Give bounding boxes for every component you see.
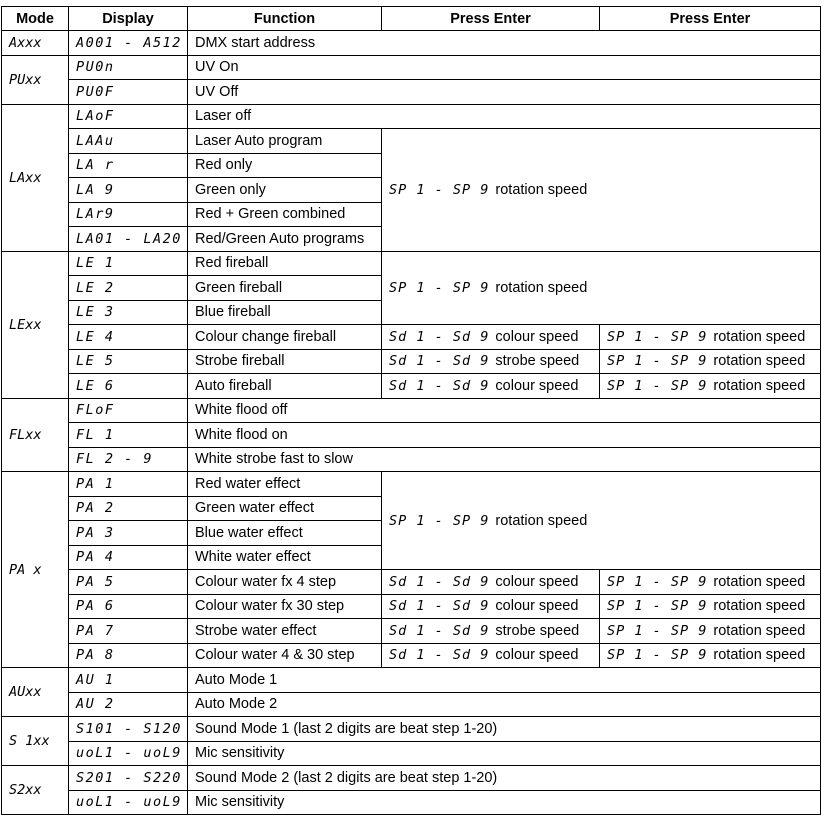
press-enter-text: strobe speed [495, 353, 580, 370]
function-cell [187, 300, 382, 326]
mode-label: LExx [9, 316, 42, 333]
function-text: White strobe fast to slow [195, 451, 353, 468]
display-cell [68, 569, 188, 595]
column-header-label: Mode [16, 10, 54, 27]
function-cell [187, 422, 821, 448]
function-cell [187, 643, 382, 669]
function-cell [187, 765, 821, 791]
display-code: FL 1 [76, 426, 115, 443]
display-code: PA 3 [76, 524, 115, 541]
display-cell [68, 422, 188, 448]
function-cell [187, 667, 821, 693]
press-enter-text: rotation speed [713, 377, 806, 394]
press-enter-cell [381, 594, 600, 620]
press-enter-cell [381, 349, 600, 375]
mode-label: Axxx [9, 34, 42, 51]
press-enter-cell [381, 324, 600, 350]
press-enter-cell [599, 643, 821, 669]
column-header [1, 6, 69, 31]
press-enter-cell [381, 128, 821, 252]
function-cell [187, 79, 821, 105]
function-cell [187, 177, 382, 203]
display-cell [68, 594, 188, 620]
function-text: Green water effect [195, 500, 315, 517]
display-code: PA 7 [76, 622, 115, 639]
display-cell [68, 324, 188, 350]
function-text: White water effect [195, 549, 311, 566]
press-enter-cell [599, 349, 821, 375]
press-enter-code: Sd 1 - Sd 9 [389, 622, 490, 639]
display-cell [68, 471, 188, 497]
mode-cell [1, 765, 69, 815]
function-cell [187, 569, 382, 595]
display-cell [68, 300, 188, 326]
press-enter-cell [381, 251, 821, 326]
display-code: PU0F [76, 83, 115, 100]
display-code: FLoF [76, 402, 115, 419]
column-header [187, 6, 382, 31]
press-enter-text: strobe speed [495, 622, 580, 639]
display-cell [68, 153, 188, 179]
mode-cell [1, 398, 69, 473]
display-code: A001 - A512 [76, 34, 182, 51]
function-cell [187, 398, 821, 424]
press-enter-code: SP 1 - SP 9 [607, 353, 708, 370]
display-code: LE 6 [76, 377, 115, 394]
function-text: Sound Mode 2 (last 2 digits are beat step 1-20) [195, 769, 498, 786]
function-cell [187, 716, 821, 742]
function-cell [187, 251, 382, 277]
press-enter-cell [381, 643, 600, 669]
function-text: Strobe water effect [195, 622, 317, 639]
press-enter-text: rotation speed [713, 328, 806, 345]
press-enter-code: SP 1 - SP 9 [607, 573, 708, 590]
display-cell [68, 643, 188, 669]
press-enter-text: rotation speed [713, 573, 806, 590]
press-enter-cell [599, 324, 821, 350]
display-cell [68, 104, 188, 130]
display-code: uoL1 - uoL9 [76, 794, 182, 811]
function-text: Blue water effect [195, 524, 303, 541]
mode-cell [1, 251, 69, 399]
display-code: S101 - S120 [76, 720, 182, 737]
display-cell [68, 716, 188, 742]
press-enter-text: rotation speed [713, 598, 806, 615]
function-cell [187, 692, 821, 718]
press-enter-text: colour speed [495, 377, 579, 394]
function-cell [187, 790, 821, 815]
function-text: Laser off [195, 108, 252, 125]
mode-cell [1, 104, 69, 252]
display-cell [68, 373, 188, 399]
function-text: Laser Auto program [195, 132, 323, 149]
display-cell [68, 349, 188, 375]
press-enter-code: SP 1 - SP 9 [607, 328, 708, 345]
display-cell [68, 447, 188, 473]
column-header [68, 6, 188, 31]
display-code: PU0n [76, 59, 115, 76]
function-cell [187, 349, 382, 375]
mode-cell [1, 30, 69, 56]
function-cell [187, 520, 382, 546]
column-header-label: Display [102, 10, 154, 27]
function-text: Auto Mode 2 [195, 696, 278, 713]
function-text: Colour water fx 4 step [195, 573, 337, 590]
column-header-label: Press Enter [669, 10, 751, 27]
mode-label: PUxx [9, 71, 42, 88]
function-cell [187, 373, 382, 399]
column-header [599, 6, 821, 31]
function-cell [187, 30, 821, 56]
press-enter-code: SP 1 - SP 9 [389, 512, 490, 529]
display-code: uoL1 - uoL9 [76, 745, 182, 762]
display-cell [68, 128, 188, 154]
function-text: Sound Mode 1 (last 2 digits are beat step 1-20) [195, 720, 498, 737]
press-enter-text: rotation speed [713, 647, 806, 664]
display-code: AU 2 [76, 696, 115, 713]
display-cell [68, 30, 188, 56]
function-text: Auto fireball [195, 377, 272, 394]
column-header-label: Press Enter [450, 10, 531, 27]
function-text: Colour water 4 & 30 step [195, 647, 355, 664]
function-text: UV Off [195, 83, 239, 100]
display-cell [68, 398, 188, 424]
display-code: LE 3 [76, 304, 115, 321]
function-text: Mic sensitivity [195, 745, 285, 762]
mode-cell [1, 667, 69, 717]
display-code: LE 2 [76, 279, 115, 296]
function-text: Mic sensitivity [195, 794, 285, 811]
function-cell [187, 55, 821, 81]
mode-cell [1, 471, 69, 668]
display-cell [68, 55, 188, 81]
mode-label: S 1xx [9, 733, 50, 749]
display-cell [68, 692, 188, 718]
display-code: PA 1 [76, 475, 115, 492]
display-cell [68, 790, 188, 815]
function-text: White flood on [195, 426, 288, 443]
press-enter-code: SP 1 - SP 9 [389, 181, 490, 198]
function-cell [187, 594, 382, 620]
press-enter-text: rotation speed [713, 622, 806, 639]
function-text: Colour water fx 30 step [195, 598, 345, 615]
function-text: Red water effect [195, 475, 301, 492]
display-cell [68, 251, 188, 277]
press-enter-code: Sd 1 - Sd 9 [389, 377, 490, 394]
press-enter-code: Sd 1 - Sd 9 [389, 573, 490, 590]
function-text: Red fireball [195, 255, 269, 272]
function-cell [187, 104, 821, 130]
function-text: Strobe fireball [195, 353, 285, 370]
mode-label: FLxx [9, 426, 42, 443]
display-cell [68, 545, 188, 571]
display-code: S201 - S220 [76, 769, 182, 786]
display-cell [68, 275, 188, 301]
mode-cell [1, 716, 69, 766]
display-cell [68, 202, 188, 228]
display-code: PA 8 [76, 647, 115, 664]
press-enter-code: Sd 1 - Sd 9 [389, 647, 490, 664]
press-enter-cell [381, 618, 600, 644]
function-text: DMX start address [195, 34, 316, 51]
column-header [381, 6, 600, 31]
function-cell [187, 202, 382, 228]
press-enter-text: rotation speed [495, 512, 588, 529]
display-code: PA 4 [76, 549, 115, 566]
press-enter-text: colour speed [495, 573, 579, 590]
display-code: PA 6 [76, 598, 115, 615]
function-cell [187, 545, 382, 571]
function-text: White flood off [195, 402, 288, 419]
press-enter-code: SP 1 - SP 9 [607, 377, 708, 394]
press-enter-code: SP 1 - SP 9 [607, 622, 708, 639]
mode-cell [1, 55, 69, 105]
function-cell [187, 447, 821, 473]
display-code: LA r [76, 157, 115, 174]
press-enter-text: rotation speed [495, 181, 588, 198]
function-text: Green fireball [195, 279, 283, 296]
display-code: FL 2 - 9 [76, 451, 154, 468]
display-cell [68, 226, 188, 252]
press-enter-cell [599, 594, 821, 620]
function-text: Blue fireball [195, 304, 271, 321]
press-enter-code: SP 1 - SP 9 [607, 647, 708, 664]
function-text: Red + Green combined [195, 206, 346, 223]
display-code: LA01 - LA20 [76, 230, 182, 247]
press-enter-code: Sd 1 - Sd 9 [389, 598, 490, 615]
mode-label: LAxx [9, 169, 42, 186]
function-text: Colour change fireball [195, 328, 337, 345]
function-cell [187, 496, 382, 522]
press-enter-cell [381, 471, 821, 570]
press-enter-cell [381, 373, 600, 399]
display-code: PA 5 [76, 573, 115, 590]
display-cell [68, 520, 188, 546]
press-enter-cell [381, 569, 600, 595]
mode-label: PA x [9, 561, 42, 578]
display-code: LAoF [76, 108, 115, 125]
mode-label: S2xx [9, 782, 42, 798]
function-text: Green only [195, 181, 266, 198]
display-cell [68, 496, 188, 522]
press-enter-code: Sd 1 - Sd 9 [389, 353, 490, 370]
column-header-label: Function [253, 10, 316, 27]
display-code: LE 5 [76, 353, 115, 370]
function-text: Red/Green Auto programs [195, 230, 365, 247]
function-cell [187, 226, 382, 252]
display-cell [68, 79, 188, 105]
function-cell [187, 618, 382, 644]
display-cell [68, 667, 188, 693]
press-enter-cell [599, 569, 821, 595]
display-code: PA 2 [76, 500, 115, 517]
function-text: Auto Mode 1 [195, 671, 278, 688]
display-code: LAAu [76, 132, 115, 149]
display-cell [68, 618, 188, 644]
display-code: LA 9 [76, 181, 115, 198]
display-cell [68, 741, 188, 767]
display-code: LE 4 [76, 328, 115, 345]
press-enter-text: colour speed [495, 647, 579, 664]
press-enter-cell [599, 618, 821, 644]
function-cell [187, 153, 382, 179]
function-cell [187, 741, 821, 767]
function-cell [187, 471, 382, 497]
press-enter-text: colour speed [495, 598, 579, 615]
press-enter-text: colour speed [495, 328, 579, 345]
press-enter-cell [599, 373, 821, 399]
function-cell [187, 324, 382, 350]
press-enter-code: SP 1 - SP 9 [389, 279, 490, 296]
display-code: LE 1 [76, 255, 115, 272]
display-cell [68, 177, 188, 203]
display-code: LAr9 [76, 206, 115, 223]
function-cell [187, 128, 382, 154]
function-text: Red only [195, 157, 253, 174]
press-enter-text: rotation speed [713, 353, 806, 370]
press-enter-code: SP 1 - SP 9 [607, 598, 708, 615]
display-code: AU 1 [76, 671, 115, 688]
press-enter-code: Sd 1 - Sd 9 [389, 328, 490, 345]
display-cell [68, 765, 188, 791]
function-cell [187, 275, 382, 301]
press-enter-text: rotation speed [495, 279, 588, 296]
function-text: UV On [195, 59, 239, 76]
mode-label: AUxx [9, 684, 42, 700]
